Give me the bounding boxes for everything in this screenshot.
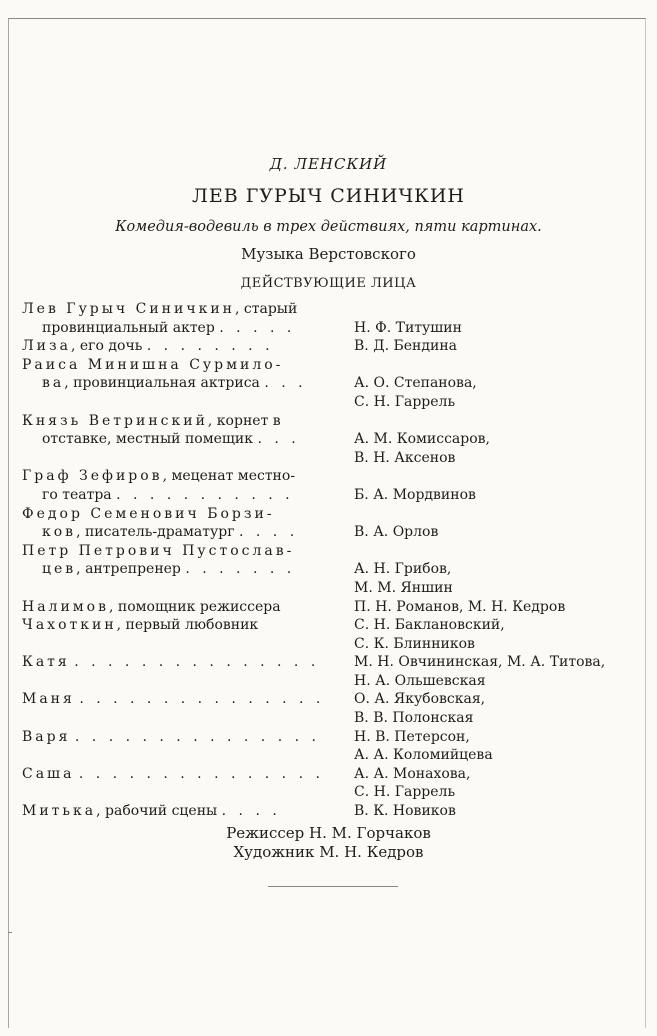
actor-name xyxy=(354,412,642,431)
music-credit: Музыка Верстовского xyxy=(241,245,416,263)
actor-list xyxy=(352,598,642,617)
role-description xyxy=(22,300,352,337)
actor-name: А. М. Комиссаров, xyxy=(354,431,490,448)
role-name: отставке, местный помещик xyxy=(42,431,253,448)
role-name: Варя xyxy=(22,728,71,745)
cast-entry xyxy=(22,690,642,727)
actor-list xyxy=(352,802,642,821)
role-description xyxy=(22,337,352,356)
actor-list xyxy=(352,467,642,504)
role-name: Маня xyxy=(22,691,75,708)
role-description xyxy=(22,598,352,617)
actor-name: Н. В. Петерсон, xyxy=(354,728,470,745)
role-line xyxy=(22,802,352,821)
role-note: , первый любовник xyxy=(116,617,259,634)
role-note: , провинциальная актриса xyxy=(64,375,260,392)
author: Д. ЛЕНСКИЙ xyxy=(269,155,388,173)
actor-list xyxy=(352,542,642,598)
role-line xyxy=(22,412,352,431)
role-note: , корнет в xyxy=(207,412,281,429)
role-name: Чахоткин xyxy=(22,617,117,634)
role-description xyxy=(22,412,352,449)
cast-entry xyxy=(22,616,642,653)
actor-name: С. Н. Баклановский, xyxy=(354,617,505,634)
actor-name: А. Н. Грибов, xyxy=(354,561,452,578)
role-note: , старый xyxy=(235,301,298,317)
leader-dots: . . . . xyxy=(239,524,299,541)
leader-dots: . . . . . . . . xyxy=(146,338,274,355)
role-line xyxy=(22,337,352,356)
role-name: ков xyxy=(42,524,77,541)
play-subtitle: Комедия-водевиль в трех действиях, пяти картинах. xyxy=(115,219,542,235)
actor-list xyxy=(352,300,642,337)
role-name: го театра xyxy=(42,486,112,503)
actor-name: С. К. Блинников xyxy=(354,635,475,652)
actor-list xyxy=(352,616,642,653)
actor-name: В. В. Полонская xyxy=(354,710,474,727)
role-description xyxy=(22,616,352,635)
leader-dots: . . . . . . . . . . . . . . . xyxy=(74,728,320,745)
director-credit: Режиссер Н. М. Горчаков xyxy=(226,824,431,842)
role-description xyxy=(22,690,352,709)
crop-mark xyxy=(8,932,12,933)
role-line xyxy=(22,616,352,635)
role-note: , рабочий сцены xyxy=(96,803,218,820)
actor-name xyxy=(354,542,642,561)
role-line xyxy=(22,728,352,747)
role-name: цев xyxy=(42,561,77,578)
actor-name: С. Н. Гаррель xyxy=(354,393,456,410)
role-line xyxy=(22,486,352,505)
cast-entry xyxy=(22,765,642,802)
actor-name: А. А. Коломийцева xyxy=(354,747,493,764)
role-note: , писатель-драматург xyxy=(76,524,235,541)
actor-name: Н. А. Ольшевская xyxy=(354,672,486,689)
actor-list xyxy=(352,505,642,542)
role-line xyxy=(22,542,352,561)
actor-name: А. А. Монахова, xyxy=(354,765,471,782)
leader-dots: . . . . . . . . . . . xyxy=(116,486,294,503)
role-note: , помощник режиссера xyxy=(108,598,281,615)
actor-name: М. Н. Овчининская, М. А. Титова, xyxy=(354,654,606,671)
cast-entry xyxy=(22,653,642,690)
role-name: Лев Гурыч Синичкин xyxy=(22,301,235,317)
role-note: , меценат местно- xyxy=(162,468,296,485)
actor-name: В. А. Орлов xyxy=(354,524,439,541)
actor-name: А. О. Степанова, xyxy=(354,375,477,392)
actor-name: В. К. Новиков xyxy=(354,803,456,820)
role-line xyxy=(22,653,352,672)
actor-name xyxy=(354,356,642,375)
actor-name xyxy=(354,300,642,319)
role-name: Петр Петрович Пустослав- xyxy=(22,542,295,559)
actor-list xyxy=(352,412,642,468)
closing-rule xyxy=(268,886,398,887)
role-note: , его дочь xyxy=(71,338,143,355)
leader-dots: . . . . . . . xyxy=(185,561,296,578)
designer-credit: Художник М. Н. Кедров xyxy=(233,843,424,861)
role-line xyxy=(22,598,352,617)
cast-entry xyxy=(22,412,642,468)
leader-dots: . . . . . . . . . . . . . . . xyxy=(78,765,324,782)
role-description xyxy=(22,802,352,821)
role-line xyxy=(22,765,352,784)
role-name: Лиза xyxy=(22,338,71,355)
actor-list xyxy=(352,356,642,412)
actor-name: М. М. Яншин xyxy=(354,579,453,596)
cast-entry xyxy=(22,598,642,617)
leader-dots: . . . . . . . . . . . . . . . xyxy=(74,654,320,671)
role-name: Раиса Минишна Сурмило- xyxy=(22,356,284,373)
role-line xyxy=(22,374,352,393)
cast-entry xyxy=(22,728,642,765)
role-name: Федор Семенович Борзи- xyxy=(22,505,275,522)
role-name: провинциальный актер xyxy=(42,319,215,336)
leader-dots: . . . . . xyxy=(219,319,296,336)
actor-name: В. Н. Аксенов xyxy=(354,449,456,466)
cast-entry xyxy=(22,300,642,337)
cast-entry xyxy=(22,356,642,412)
role-name: Саша xyxy=(22,765,75,782)
actor-list xyxy=(352,653,642,690)
cast-entry xyxy=(22,337,642,356)
actor-name xyxy=(354,467,642,486)
role-line xyxy=(22,505,352,524)
role-description xyxy=(22,728,352,747)
actor-list xyxy=(352,337,642,356)
role-name: Катя xyxy=(22,654,70,671)
leader-dots: . . . xyxy=(264,375,307,392)
actor-name: С. Н. Гаррель xyxy=(354,784,456,801)
role-note: , антрепренер xyxy=(76,561,181,578)
role-line xyxy=(22,356,352,375)
role-description xyxy=(22,356,352,393)
cast-entry xyxy=(22,505,642,542)
cast-entry xyxy=(22,542,642,598)
actor-list xyxy=(352,765,642,802)
actor-name: П. Н. Романов, М. Н. Кедров xyxy=(354,598,566,615)
actor-list xyxy=(352,690,642,727)
role-line xyxy=(22,319,352,338)
role-line xyxy=(22,467,352,486)
actor-name xyxy=(354,505,642,524)
play-title: ЛЕВ ГУРЫЧ СИНИЧКИН xyxy=(191,185,465,207)
role-description xyxy=(22,542,352,579)
cast-list xyxy=(22,300,642,821)
role-description xyxy=(22,653,352,672)
cast-entry xyxy=(22,467,642,504)
role-line xyxy=(22,690,352,709)
actor-name: Н. Ф. Титушин xyxy=(354,319,462,336)
actor-name: Б. А. Мордвинов xyxy=(354,486,476,503)
role-description xyxy=(22,467,352,504)
leader-dots: . . . . xyxy=(221,803,281,820)
role-line xyxy=(22,300,352,319)
cast-entry xyxy=(22,802,642,821)
leader-dots: . . . xyxy=(257,431,300,448)
role-line xyxy=(22,560,352,579)
role-name: ва xyxy=(42,375,65,392)
role-name: Граф Зефиров xyxy=(22,468,163,485)
role-line xyxy=(22,523,352,542)
role-description xyxy=(22,765,352,784)
role-description xyxy=(22,505,352,542)
leader-dots: . . . . . . . . . . . . . . . xyxy=(79,691,325,708)
actor-list xyxy=(352,728,642,765)
role-name: Князь Ветринский xyxy=(22,412,208,429)
role-name: Митька xyxy=(22,803,97,820)
actor-name: О. А. Якубовская, xyxy=(354,691,486,708)
cast-heading: ДЕЙСТВУЮЩИЕ ЛИЦА xyxy=(240,276,417,291)
role-name: Налимов xyxy=(22,598,109,615)
actor-name: В. Д. Бендина xyxy=(354,338,458,355)
role-line xyxy=(22,430,352,449)
